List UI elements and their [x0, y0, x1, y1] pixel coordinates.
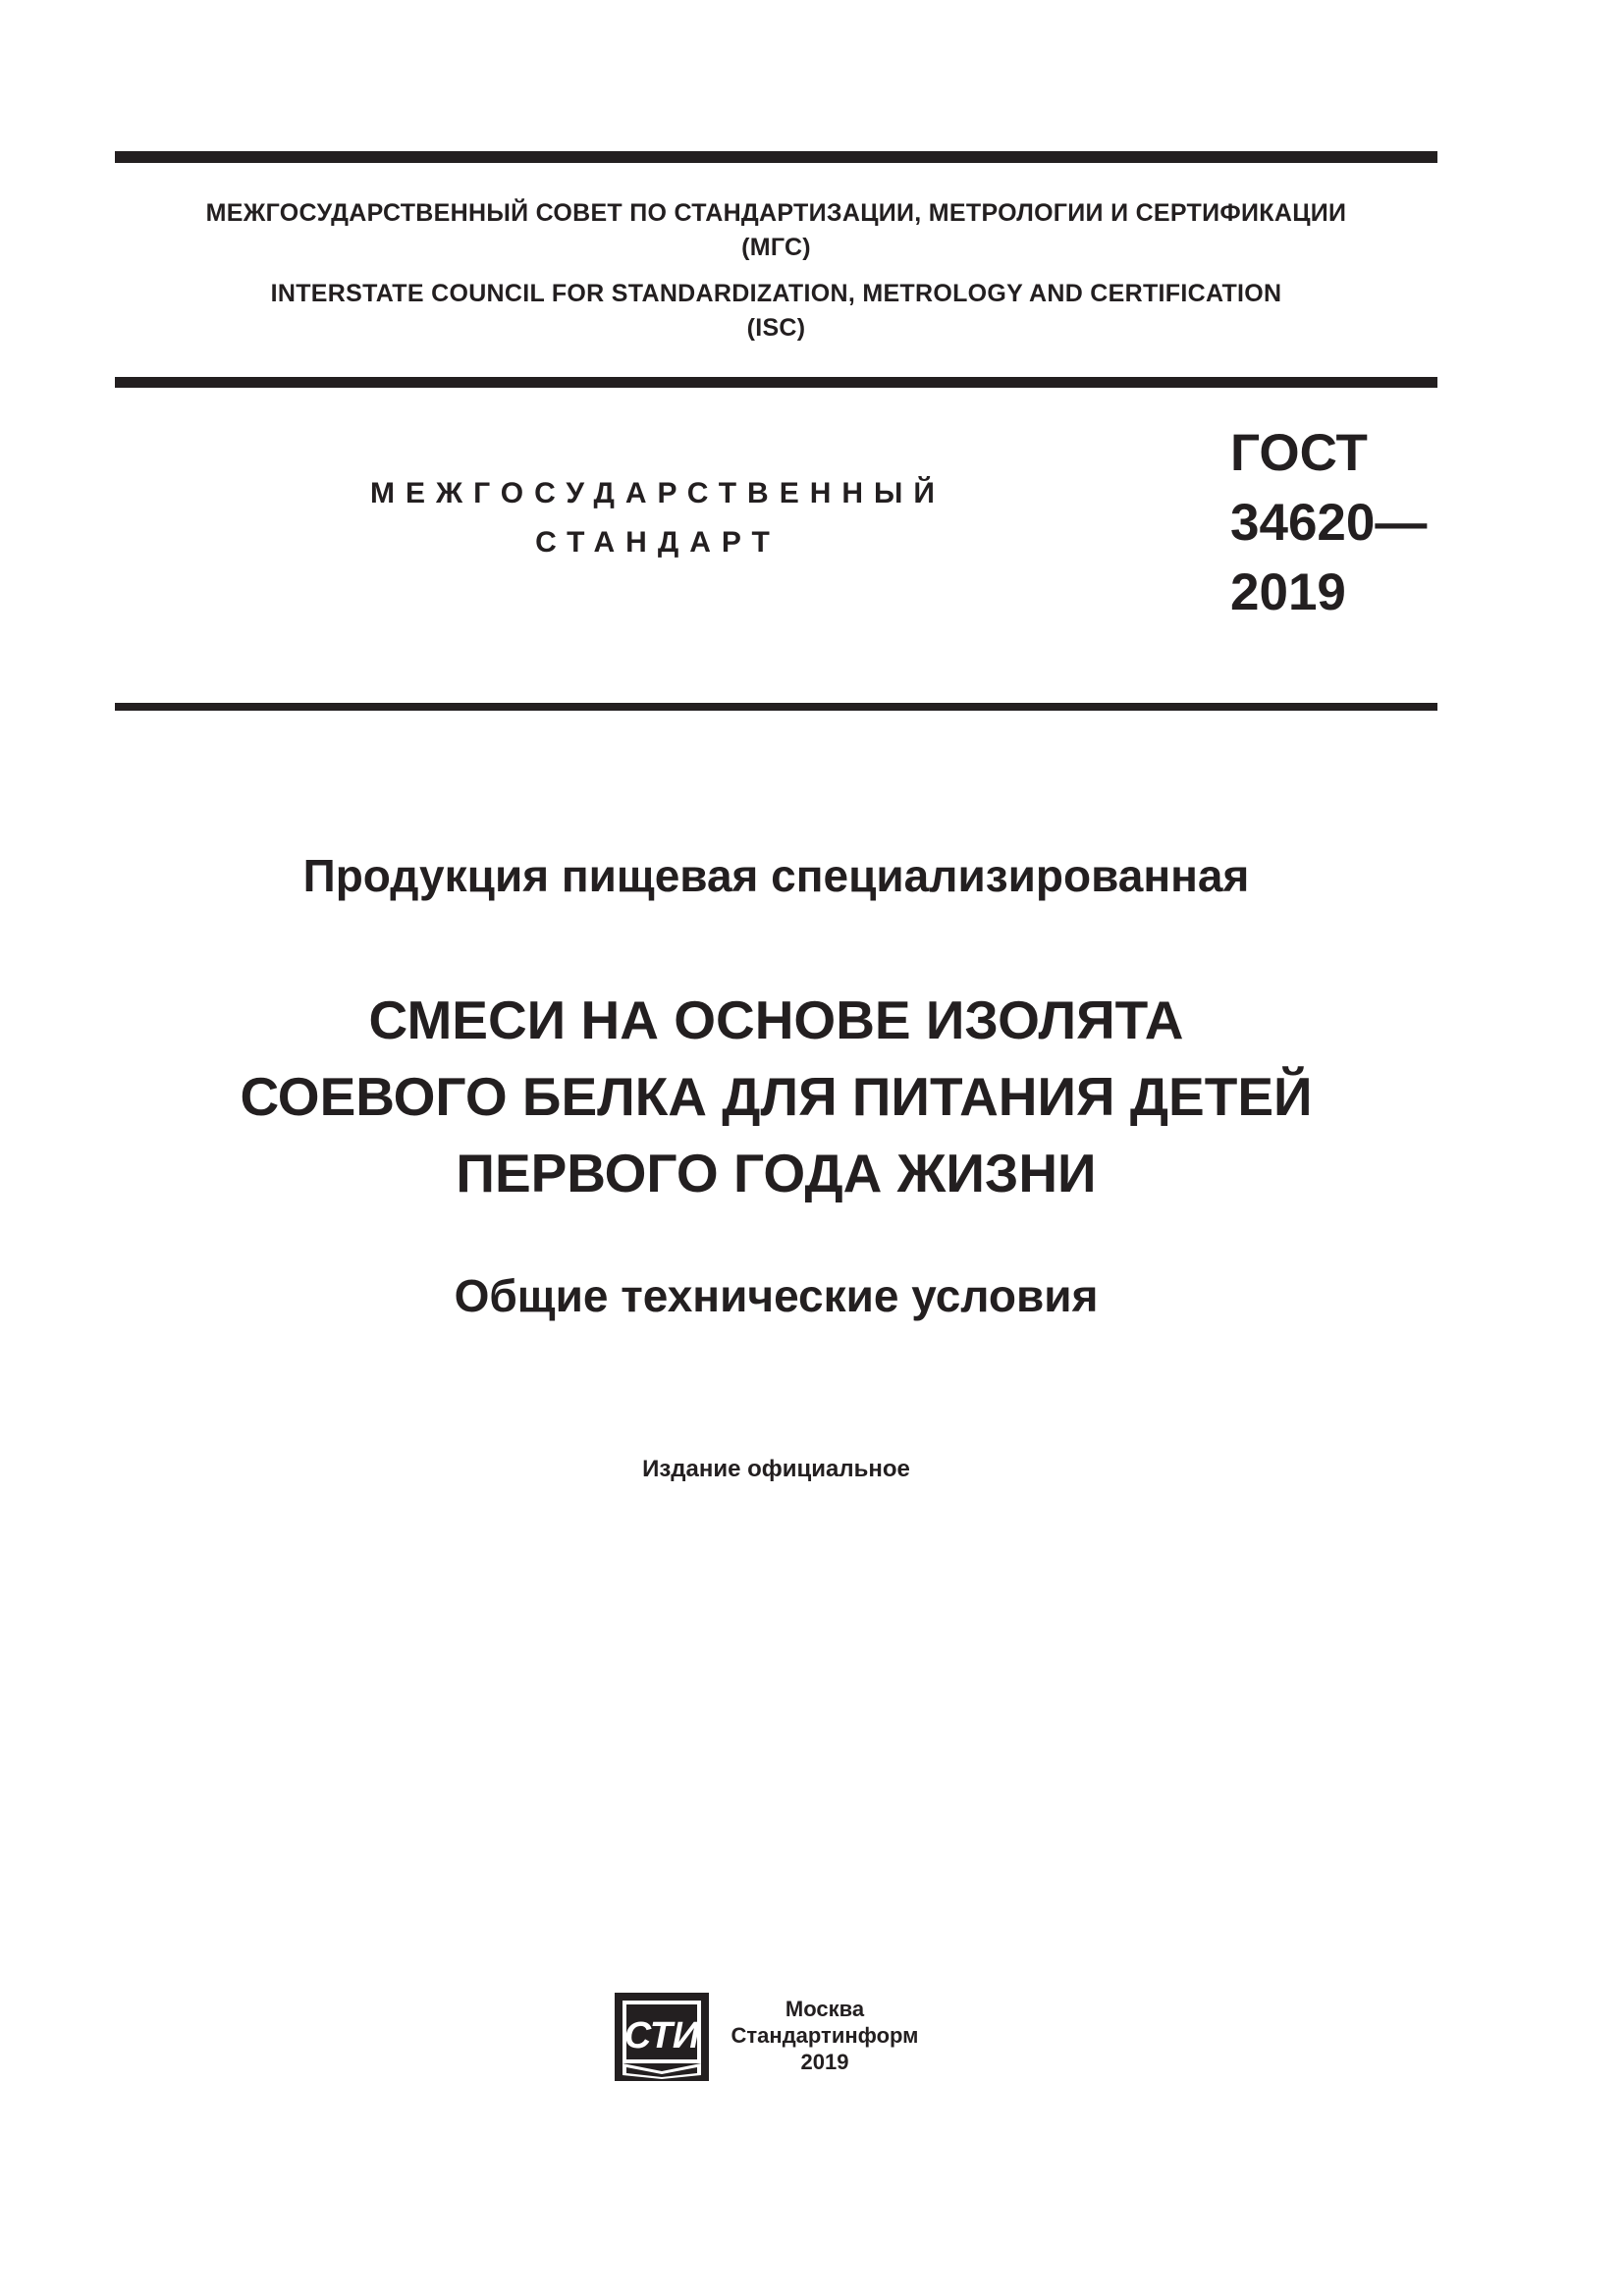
publisher-name: Стандартинформ: [731, 2023, 919, 2048]
edition-note: Издание официальное: [642, 1456, 910, 1482]
standartinform-logo-icon: [615, 1993, 709, 2081]
council-name-ru: МЕЖГОСУДАРСТВЕННЫЙ СОВЕТ ПО СТАНДАРТИЗАЦИИ, МЕТРОЛОГИИ И СЕРТИФИКАЦИИ (МГС): [205, 199, 1347, 261]
designation-year: 2019: [1230, 563, 1346, 621]
designation-number: 34620—: [1230, 494, 1428, 552]
document-title: СМЕСИ НА ОСНОВЕ ИЗОЛЯТА СОЕВОГО БЕЛКА ДЛЯ ПИТАНИЯ ДЕТЕЙ ПЕРВОГО ГОДА ЖИЗНИ: [240, 989, 1313, 1203]
designation-prefix: ГОСТ: [1230, 424, 1368, 482]
council-name-en: INTERSTATE COUNCIL FOR STANDARDIZATION, METROLOGY AND CERTIFICATION (ISC): [270, 280, 1282, 342]
header-rule: [115, 377, 1437, 388]
standard-kind-line2: СТАНДАРТ: [535, 526, 781, 559]
standard-kind-line1: МЕЖГОСУДАРСТВЕННЫЙ: [370, 477, 946, 509]
svg-text:СТИ: СТИ: [623, 2015, 700, 2056]
publisher-year: 2019: [800, 2050, 849, 2074]
publisher-info: [729, 1996, 921, 2075]
document-subtitle: Общие технические условия: [454, 1270, 1099, 1321]
top-rule: [115, 151, 1437, 163]
publisher-city: Москва: [785, 1997, 865, 2021]
designation-rule: [115, 703, 1437, 711]
product-category: Продукция пищевая специализированная: [302, 850, 1250, 901]
standard-designation: [1230, 418, 1427, 627]
